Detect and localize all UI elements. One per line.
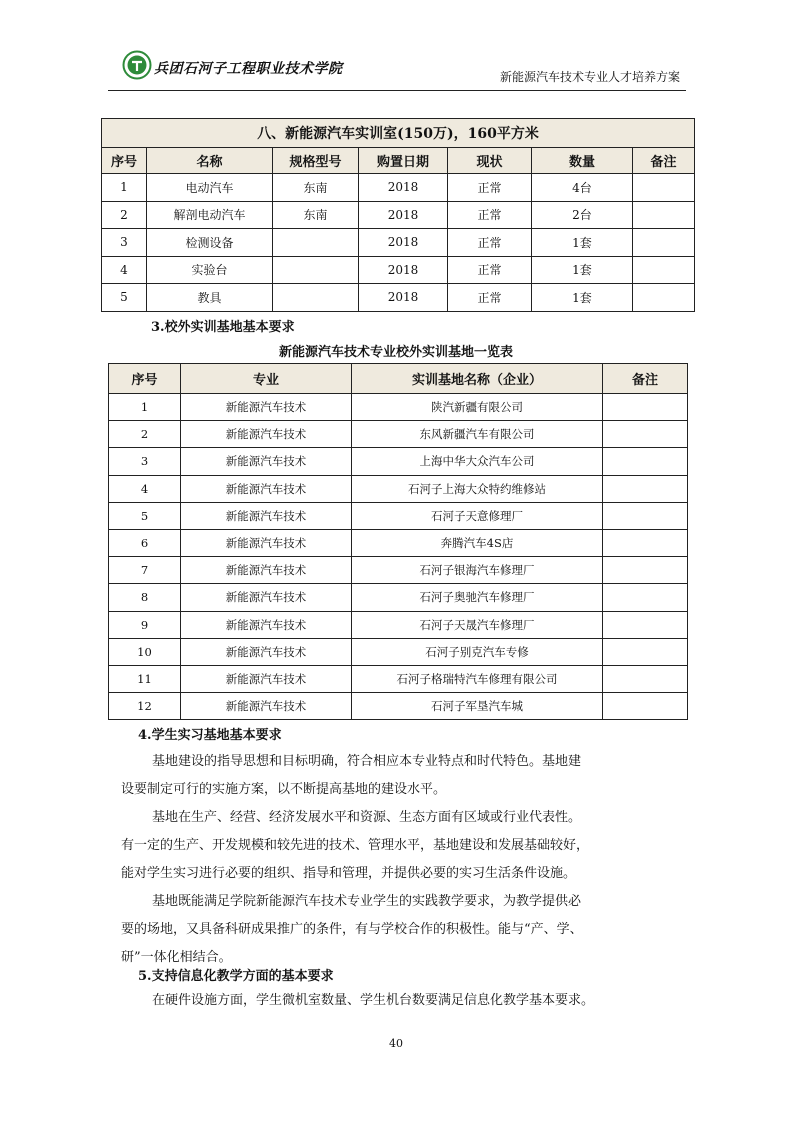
table-row (109, 638, 688, 665)
table-cell: 新能源汽车技术 (181, 557, 352, 584)
table-cell: 1套 (532, 229, 633, 257)
table-cell: 4台 (532, 174, 633, 202)
table-cell: 东风新疆汽车有限公司 (352, 421, 603, 448)
table-cell: 石河子天晟汽车修理厂 (352, 611, 603, 638)
table-cell (603, 475, 688, 502)
table-cell: 新能源汽车技术 (181, 584, 352, 611)
school-logo-icon (122, 50, 152, 80)
table-cell (603, 693, 688, 720)
column-header: 实训基地名称（企业） (352, 364, 603, 394)
table-row (109, 611, 688, 638)
table-cell: 9 (109, 611, 181, 638)
table-cell: 正常 (448, 174, 532, 202)
table-cell: 东南 (273, 174, 359, 202)
paragraph-line: 基地建设的指导思想和目标明确，符合相应本专业特点和时代特色。基地建 (152, 754, 582, 769)
table-cell: 4 (109, 475, 181, 502)
table-row (102, 256, 695, 284)
table-cell: 正常 (448, 284, 532, 312)
table-cell (633, 174, 695, 202)
table-cell: 教具 (147, 284, 273, 312)
table-row (109, 394, 688, 421)
table-cell: 7 (109, 557, 181, 584)
table-cell: 正常 (448, 229, 532, 257)
table-cell: 石河子别克汽车专修 (352, 638, 603, 665)
paragraph-line: 基地既能满足学院新能源汽车技术专业学生的实践教学要求，为教学提供必 (152, 894, 582, 909)
column-header: 序号 (109, 364, 181, 394)
table-cell (273, 229, 359, 257)
table-cell: 东南 (273, 201, 359, 229)
table-header-row (102, 148, 695, 174)
table-row (102, 201, 695, 229)
table-row (109, 665, 688, 692)
column-header: 名称 (147, 148, 273, 174)
table-cell: 2018 (359, 229, 448, 257)
page-header (108, 48, 686, 91)
table-cell: 石河子上海大众特约维修站 (352, 475, 603, 502)
table-cell: 上海中华大众汽车公司 (352, 448, 603, 475)
table-cell (633, 284, 695, 312)
column-header: 备注 (633, 148, 695, 174)
table-cell: 检测设备 (147, 229, 273, 257)
table-cell (603, 394, 688, 421)
table-cell: 正常 (448, 201, 532, 229)
table-cell: 1 (109, 394, 181, 421)
table-cell: 石河子天意修理厂 (352, 502, 603, 529)
table-cell: 5 (102, 284, 147, 312)
table-cell (603, 584, 688, 611)
section-5-body (121, 987, 686, 1015)
table-row (109, 448, 688, 475)
table-cell: 新能源汽车技术 (181, 693, 352, 720)
table-cell: 12 (109, 693, 181, 720)
table-cell: 正常 (448, 256, 532, 284)
table-cell (603, 448, 688, 475)
table-row (109, 421, 688, 448)
table-cell: 3 (109, 448, 181, 475)
table-cell: 石河子军垦汽车城 (352, 693, 603, 720)
table-row (109, 529, 688, 556)
section-4-heading: 4.学生实习基地基本要求 (138, 728, 282, 743)
table-cell (603, 665, 688, 692)
table-cell (603, 611, 688, 638)
table-1-caption: 八、新能源汽车实训室(150万)，160平方米 (102, 119, 695, 148)
table-row (102, 284, 695, 312)
table-cell: 1套 (532, 284, 633, 312)
table-cell: 3 (102, 229, 147, 257)
column-header: 序号 (102, 148, 147, 174)
table-row (109, 557, 688, 584)
column-header: 数量 (532, 148, 633, 174)
section-5-heading: 5.支持信息化教学方面的基本要求 (138, 969, 334, 984)
table-cell: 新能源汽车技术 (181, 475, 352, 502)
paragraph-line: 设要制定可行的实施方案，以不断提高基地的建设水平。 (121, 782, 447, 797)
table-cell (603, 502, 688, 529)
paragraph-line: 有一定的生产、开发规模和较先进的技术、管理水平，基地建设和发展基础较好， (121, 838, 590, 853)
table-cell (603, 421, 688, 448)
paragraph-line: 研”一体化相结合。 (121, 950, 232, 965)
table-cell: 新能源汽车技术 (181, 665, 352, 692)
table-cell: 陕汽新疆有限公司 (352, 394, 603, 421)
table-cell (273, 256, 359, 284)
table-cell (633, 201, 695, 229)
column-header: 购置日期 (359, 148, 448, 174)
table-cell: 1 (102, 174, 147, 202)
lab-equipment-table (101, 118, 695, 312)
table-cell: 1套 (532, 256, 633, 284)
table-cell: 11 (109, 665, 181, 692)
school-name: 兵团石河子工程职业技术学院 (154, 61, 343, 77)
column-header: 专业 (181, 364, 352, 394)
table-caption-row (102, 119, 695, 148)
table-header-row (109, 364, 688, 394)
table-cell: 10 (109, 638, 181, 665)
table-cell: 2018 (359, 256, 448, 284)
table-cell (603, 557, 688, 584)
table-cell (633, 256, 695, 284)
table-cell (603, 638, 688, 665)
table-row (102, 229, 695, 257)
table-cell: 石河子奥驰汽车修理厂 (352, 584, 603, 611)
table-cell: 电动汽车 (147, 174, 273, 202)
paragraph-line: 能对学生实习进行必要的组织、指导和管理，并提供必要的实习生活条件设施。 (121, 866, 577, 881)
table-cell: 2 (109, 421, 181, 448)
table-row (109, 502, 688, 529)
table-cell: 2台 (532, 201, 633, 229)
table-cell: 新能源汽车技术 (181, 529, 352, 556)
table-cell: 4 (102, 256, 147, 284)
table-row (102, 174, 695, 202)
column-header: 规格型号 (273, 148, 359, 174)
table-cell: 5 (109, 502, 181, 529)
table-cell: 新能源汽车技术 (181, 421, 352, 448)
table-cell: 奔腾汽车4S店 (352, 529, 603, 556)
table-cell: 石河子银海汽车修理厂 (352, 557, 603, 584)
table-row (109, 475, 688, 502)
table-cell: 新能源汽车技术 (181, 611, 352, 638)
table-row (109, 584, 688, 611)
table-2-caption: 新能源汽车技术专业校外实训基地一览表 (278, 345, 513, 360)
section-3-heading: 3.校外实训基地基本要求 (151, 320, 295, 335)
table-cell: 新能源汽车技术 (181, 638, 352, 665)
table-row (109, 693, 688, 720)
paragraph-line: 基地在生产、经营、经济发展水平和资源、生态方面有区域或行业代表性。 (152, 810, 582, 825)
table-cell: 2018 (359, 201, 448, 229)
table-cell: 2018 (359, 284, 448, 312)
table-cell: 2018 (359, 174, 448, 202)
table-cell: 新能源汽车技术 (181, 502, 352, 529)
column-header: 现状 (448, 148, 532, 174)
table-cell: 新能源汽车技术 (181, 394, 352, 421)
table-cell: 解剖电动汽车 (147, 201, 273, 229)
table-cell: 石河子格瑞特汽车修理有限公司 (352, 665, 603, 692)
column-header: 备注 (603, 364, 688, 394)
paragraph-line: 在硬件设施方面，学生微机室数量、学生机台数要满足信息化教学基本要求。 (152, 993, 595, 1008)
page-number: 40 (389, 1037, 403, 1050)
table-cell: 新能源汽车技术 (181, 448, 352, 475)
table-cell: 6 (109, 529, 181, 556)
document-title: 新能源汽车技术专业人才培养方案 (499, 70, 680, 84)
table-cell: 2 (102, 201, 147, 229)
table-cell: 实验台 (147, 256, 273, 284)
section-4-body (121, 748, 686, 972)
table-cell (273, 284, 359, 312)
table-cell: 8 (109, 584, 181, 611)
training-base-table (108, 363, 688, 720)
table-cell (603, 529, 688, 556)
paragraph-line: 要的场地，又具备科研成果推广的条件，有与学校合作的积极性。能与“产、学、 (121, 922, 583, 937)
table-cell (633, 229, 695, 257)
